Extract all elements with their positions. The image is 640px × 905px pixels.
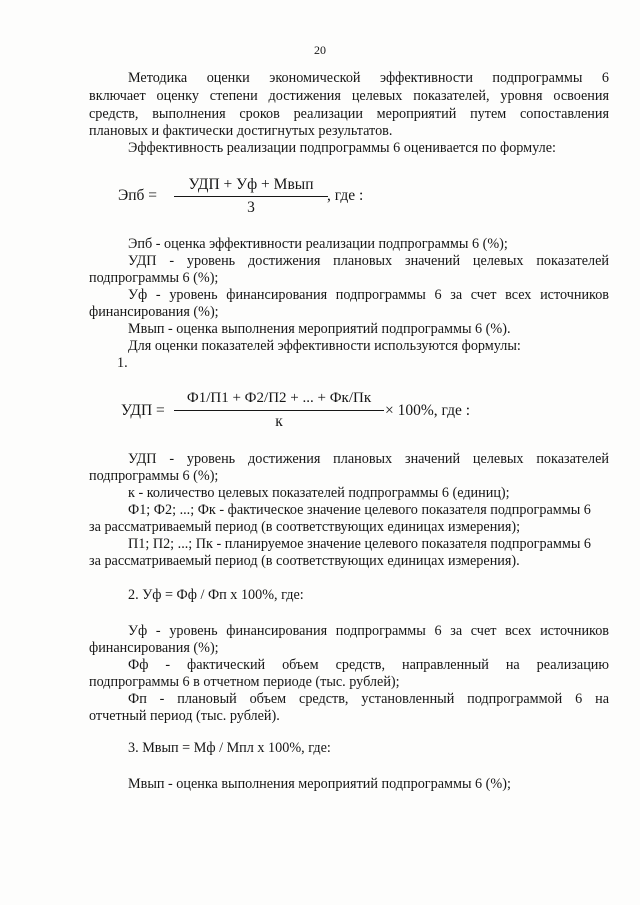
formula1-fraction-bar xyxy=(174,196,328,197)
def2-f-line-2: за рассматриваемый период (в соответствующих единицах измерения); xyxy=(89,519,521,535)
def2-f-line-1: Ф1; Ф2; ...; Фк - фактическое значение целевого показателя подпрограммы 6 xyxy=(128,502,591,518)
intro-line-2: включает оценку степени достижения целевых показателей, уровня освоения xyxy=(89,88,609,104)
def3-fp-line-1: Фп - плановый объем средств, установленный подпрограммой 6 на xyxy=(128,691,609,707)
def2-udp-line-1: УДП - уровень достижения плановых значений целевых показателей xyxy=(128,451,609,467)
def-uf-line-2: финансирования (%); xyxy=(89,304,219,320)
formula2-suffix: × 100%, где : xyxy=(385,402,471,419)
formula2-numerator: Ф1/П1 + Ф2/П2 + ... + Фк/Пк xyxy=(186,390,372,406)
def3-uf-line-1: Уф - уровень финансирования подпрограммы 6 за счет всех источников xyxy=(128,623,609,639)
def2-k: к - количество целевых показателей подпрограммы 6 (единиц); xyxy=(128,485,510,501)
formula4: 3. Мвып = Мф / Мпл х 100%, где: xyxy=(128,740,331,756)
def-uf-line-1: Уф - уровень финансирования подпрограммы 6 за счет всех источников xyxy=(128,287,609,303)
formula2-fraction-bar xyxy=(174,410,384,411)
formula1-suffix: , где : xyxy=(327,187,364,204)
def3-ff-line-1: Фф - фактический объем средств, направленный на реализацию xyxy=(128,657,609,673)
intro-line-3: средств, выполнения сроков реализации мероприятий путем сопоставления xyxy=(89,106,609,122)
formula-number-1: 1. xyxy=(117,355,128,371)
def4-mvyp: Мвып - оценка выполнения мероприятий подпрограммы 6 (%); xyxy=(128,776,511,792)
def2-p-line-2: за рассматриваемый период (в соответствующих единицах измерения). xyxy=(89,553,520,569)
page-number: 20 xyxy=(314,43,326,57)
formula3: 2. Уф = Фф / Фп х 100%, где: xyxy=(128,587,304,603)
formula1-lhs: Эпб = xyxy=(118,187,158,204)
formulas-intro: Для оценки показателей эффективности используются формулы: xyxy=(128,338,521,354)
def-udp-line-1: УДП - уровень достижения плановых значений целевых показателей xyxy=(128,253,609,269)
intro-line-5: Эффективность реализации подпрограммы 6 оценивается по формуле: xyxy=(128,140,556,156)
formula2-denominator: к xyxy=(275,413,283,430)
def3-fp-line-2: отчетный период (тыс. рублей). xyxy=(89,708,280,724)
def2-udp-line-2: подпрограммы 6 (%); xyxy=(89,468,219,484)
formula2-lhs: УДП = xyxy=(121,402,165,419)
def2-p-line-1: П1; П2; ...; Пк - планируемое значение целевого показателя подпрограммы 6 xyxy=(128,536,592,552)
formula1-numerator: УДП + Уф + Мвып xyxy=(188,176,314,193)
intro-line-1: Методика оценки экономической эффективности подпрограммы 6 xyxy=(128,70,609,86)
def-mvyp: Мвып - оценка выполнения мероприятий подпрограммы 6 (%). xyxy=(128,321,511,337)
def-epb: Эпб - оценка эффективности реализации подпрограммы 6 (%); xyxy=(128,236,508,252)
def-udp-line-2: подпрограммы 6 (%); xyxy=(89,270,219,286)
def3-ff-line-2: подпрограммы 6 в отчетном периоде (тыс. рублей); xyxy=(89,674,400,690)
intro-line-4: плановых и фактически достигнутых результатов. xyxy=(89,123,393,139)
def3-uf-line-2: финансирования (%); xyxy=(89,640,219,656)
formula1-denominator: 3 xyxy=(247,199,255,216)
